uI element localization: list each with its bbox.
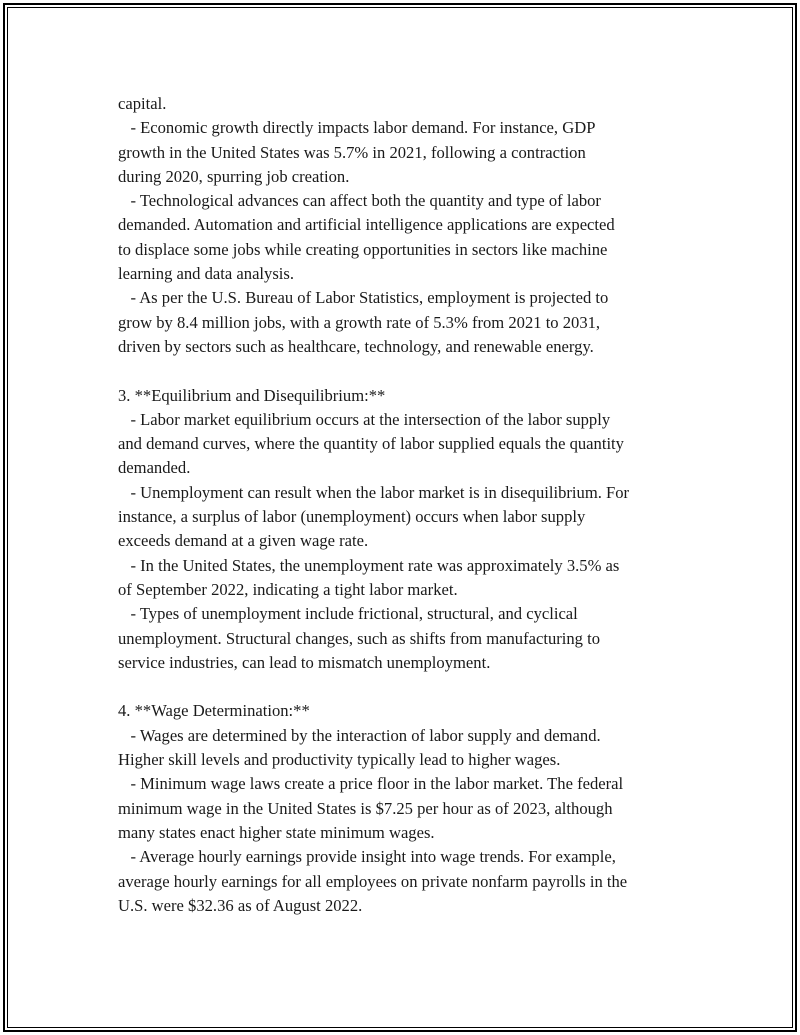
- text-line: during 2020, spurring job creation.: [118, 166, 350, 186]
- text-line: of September 2022, indicating a tight labor market.: [118, 579, 458, 599]
- text-line: - As per the U.S. Bureau of Labor Statistics, employment is projected to: [118, 288, 609, 308]
- text-line: - Minimum wage laws create a price floor in the labor market. The federal: [118, 774, 624, 794]
- text-line: unemployment. Structural changes, such as shifts from manufacturing to: [118, 628, 601, 648]
- text-line: minimum wage in the United States is $7.25 per hour as of 2023, although: [118, 798, 613, 818]
- text-line: capital.: [118, 94, 167, 113]
- text-line: - Technological advances can affect both the quantity and type of labor: [118, 191, 601, 211]
- document-body: [118, 92, 698, 918]
- text-line: demanded. Automation and artificial intelligence applications are expected: [118, 215, 615, 235]
- text-line: driven by sectors such as healthcare, technology, and renewable energy.: [118, 336, 594, 356]
- text-line: - Average hourly earnings provide insight into wage trends. For example,: [118, 847, 616, 867]
- text-line: demanded.: [118, 458, 191, 478]
- text-line: learning and data analysis.: [118, 264, 295, 284]
- text-line: exceeds demand at a given wage rate.: [118, 531, 369, 551]
- text-line: 4. **Wage Determination:**: [118, 701, 310, 721]
- text-line: - Types of unemployment include frictional, structural, and cyclical: [118, 604, 578, 624]
- text-line: grow by 8.4 million jobs, with a growth rate of 5.3% from 2021 to 2031,: [118, 312, 601, 332]
- text-line: Higher skill levels and productivity typically lead to higher wages.: [118, 750, 561, 770]
- text-line: growth in the United States was 5.7% in 2021, following a contraction: [118, 142, 586, 162]
- text-line: U.S. were $32.36 as of August 2022.: [118, 895, 363, 915]
- text-line: - Wages are determined by the interaction of labor supply and demand.: [118, 725, 601, 745]
- text-line: and demand curves, where the quantity of labor supplied equals the quantity: [118, 434, 624, 454]
- text-line: average hourly earnings for all employees on private nonfarm payrolls in the: [118, 871, 628, 891]
- text-line: 3. **Equilibrium and Disequilibrium:**: [118, 385, 386, 405]
- text-line: - Economic growth directly impacts labor demand. For instance, GDP: [118, 118, 596, 138]
- text-line: - Labor market equilibrium occurs at the intersection of the labor supply: [118, 409, 611, 429]
- text-line: - Unemployment can result when the labor market is in disequilibrium. For: [118, 482, 630, 502]
- text-line: to displace some jobs while creating opportunities in sectors like machine: [118, 239, 608, 259]
- text-line: - In the United States, the unemployment rate was approximately 3.5% as: [118, 555, 620, 575]
- blank-line: [118, 675, 698, 699]
- text-line: instance, a surplus of labor (unemployment) occurs when labor supply: [118, 507, 586, 527]
- text-line: many states enact higher state minimum wages.: [118, 822, 435, 842]
- blank-line: [118, 359, 698, 383]
- text-line: service industries, can lead to mismatch unemployment.: [118, 652, 491, 672]
